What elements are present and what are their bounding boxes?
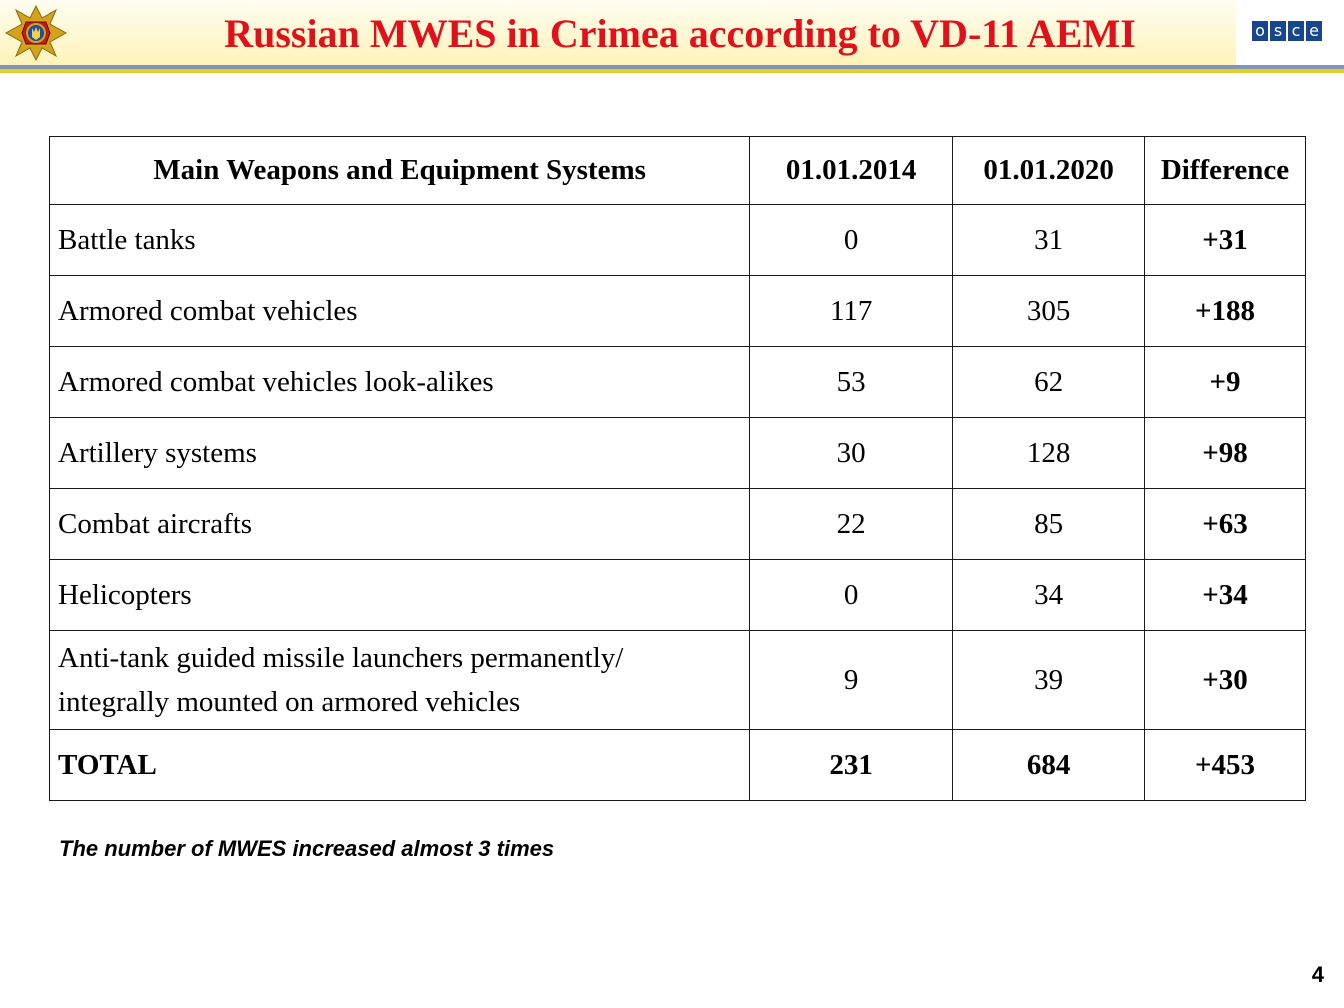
row-value-2014: 53 [750, 347, 953, 418]
row-difference: +63 [1145, 489, 1306, 560]
header-divider-yellow [0, 69, 1344, 73]
row-name-line: integrally mounted on armored vehicles [58, 686, 521, 718]
row-difference: +31 [1145, 205, 1306, 276]
page-number: 4 [1311, 962, 1324, 987]
table-row [50, 489, 1306, 560]
osce-letter: s [1270, 21, 1286, 41]
row-value-2014: 9 [750, 631, 953, 730]
column-header-2014: 01.01.2014 [750, 137, 953, 205]
row-name: Battle tanks [50, 205, 750, 276]
row-value-2020: 62 [953, 347, 1145, 418]
row-value-2020: 39 [953, 631, 1145, 730]
row-value-2014: 117 [750, 276, 953, 347]
osce-letter: e [1306, 21, 1322, 41]
row-name: Combat aircrafts [50, 489, 750, 560]
row-value-2014: 0 [750, 205, 953, 276]
slide-header [0, 0, 1344, 68]
osce-letter: c [1288, 21, 1304, 41]
table-row [50, 347, 1306, 418]
row-name [50, 631, 750, 730]
row-name: Armored combat vehicles [50, 276, 750, 347]
table-row [50, 418, 1306, 489]
total-value-2020: 684 [953, 730, 1145, 801]
row-value-2020: 31 [953, 205, 1145, 276]
total-value-2014: 231 [750, 730, 953, 801]
table-row [50, 560, 1306, 631]
row-value-2014: 0 [750, 560, 953, 631]
row-name: Artillery systems [50, 418, 750, 489]
osce-logo-icon [1252, 21, 1322, 41]
total-label: TOTAL [50, 730, 750, 801]
row-name: Armored combat vehicles look-alikes [50, 347, 750, 418]
table-row [50, 631, 1306, 730]
column-header-systems: Main Weapons and Equipment Systems [50, 137, 750, 205]
row-value-2014: 22 [750, 489, 953, 560]
row-difference: +9 [1145, 347, 1306, 418]
osce-letter: o [1252, 21, 1268, 41]
row-difference: +98 [1145, 418, 1306, 489]
row-value-2020: 128 [953, 418, 1145, 489]
page-title: Russian MWES in Crimea according to VD-11 AEMI [224, 11, 1136, 56]
row-difference: +34 [1145, 560, 1306, 631]
total-row [50, 730, 1306, 801]
table-row [50, 205, 1306, 276]
osce-logo [1236, 0, 1344, 66]
footnote: The number of MWES increased almost 3 times [59, 836, 555, 861]
row-name-line: Anti-tank guided missile launchers permanently/ [58, 642, 624, 674]
column-header-2020: 01.01.2020 [953, 137, 1145, 205]
row-difference: +188 [1145, 276, 1306, 347]
total-difference: +453 [1145, 730, 1306, 801]
row-value-2020: 305 [953, 276, 1145, 347]
row-value-2014: 30 [750, 418, 953, 489]
row-value-2020: 85 [953, 489, 1145, 560]
row-name: Helicopters [50, 560, 750, 631]
row-value-2020: 34 [953, 560, 1145, 631]
table-row [50, 276, 1306, 347]
row-difference: +30 [1145, 631, 1306, 730]
column-header-difference: Difference [1145, 137, 1306, 205]
table-header-row [50, 137, 1306, 205]
mwes-table [49, 136, 1306, 801]
